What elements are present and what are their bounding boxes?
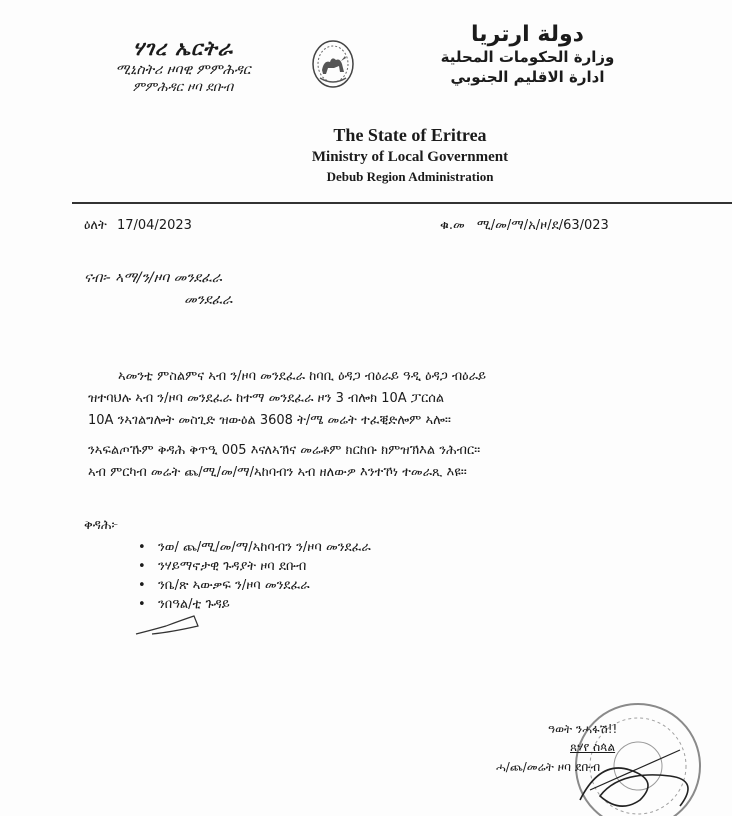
body-line: ዝተባህሉ ኣብ ን/ዞባ መንደፈራ ከተማ መንደፈራ ዞን 3 ብሎክ 10A ፓርሰል: [88, 391, 445, 406]
cc-list: [138, 538, 371, 614]
cc-item: • ንቤ/ጽ ኣውቃፍ ን/ዞባ መንደፈራ: [138, 576, 371, 595]
reference-value: ሚ/መ/ማ/አ/ዞ/ደ/63/023: [476, 218, 609, 233]
header-tigrinya-region: ምምሕዳር ዞባ ደቡብ: [132, 80, 234, 95]
header-tigrinya-title: ሃገረ ኤርትራ: [132, 36, 234, 60]
signatory-title: ሓ/ጨ/መሬት ዞባ ደቡብ: [496, 760, 601, 774]
body-line: ኣብ ምርካብ መሬት ጨ/ሚ/መ/ማ/ኣከባብን ኣብ ዘለውዎ እንተኾነ ተመራጺ እዩ።: [88, 465, 467, 480]
date-value: 17/04/2023: [116, 218, 192, 233]
reference-label: ቁ.መ: [440, 218, 465, 233]
cc-item: • ንወ/ ጨ/ሚ/መ/ማ/ኣከባብን ን/ዞባ መንደፈራ: [138, 538, 371, 557]
addressee-line: ናብ፡- ኣማ/ን/ዞባ መንደፈራ: [84, 270, 222, 286]
date-line: [84, 218, 192, 233]
body-line: 10A ንኣገልግሎት መስጊድ ዝውዕል 3608 ት/ሜ መሬት ተፈቒድሎም ኣሎ።: [88, 413, 451, 428]
header-english-ministry: Ministry of Local Government: [311, 149, 509, 165]
signature-slogan: ዓወት ንሓፋሽ!!: [548, 722, 618, 736]
header-arabic-region: ادارة الاقليم الجنوبي: [450, 68, 605, 86]
body-line: ንኣፍልጦኹም ቅዳሕ ቅጥዒ 005 እናለኣኽና መሬቶም ክርከቡ ክምዝኽእል ንሕብር።: [88, 443, 481, 458]
body-paragraph-2: [88, 440, 648, 484]
header-arabic-ministry: وزارة الحكومات المحلية: [440, 48, 615, 66]
reference-line: [440, 218, 609, 233]
header-english-region: Debub Region Administration: [326, 169, 494, 184]
cc-label: ቅዳሕ፦: [84, 518, 119, 533]
body-line: ኣመንቲ ምስልምና ኣብ ን/ዞባ መንደፈራ ከባቢ ዕዳጋ ብዕራይ ዓዲ ዕዳጋ ብዕራይ: [118, 369, 486, 384]
body-paragraph-1: [88, 366, 648, 432]
cc-item: • ንበዓል/ቲ ጉዳይ: [138, 595, 371, 614]
header-english-title: The State of Eritrea: [333, 125, 487, 145]
header-divider: [72, 202, 732, 204]
cc-item: • ንሃይማኖታዊ ጉዳያት ዞባ ደቡብ: [138, 557, 371, 576]
header-arabic-title: دولة ارتريا: [471, 22, 584, 47]
signatory-name: ጸሃየ ስጳል: [570, 740, 616, 754]
date-label: ዕለት: [84, 218, 107, 233]
header-tigrinya-ministry: ሚኒስትሪ ዞባዊ ምምሕዳር: [115, 62, 251, 78]
initials-scribble: [132, 612, 202, 638]
eritrea-emblem-icon: [310, 38, 356, 90]
addressee-city: መንደፈራ: [184, 292, 233, 308]
